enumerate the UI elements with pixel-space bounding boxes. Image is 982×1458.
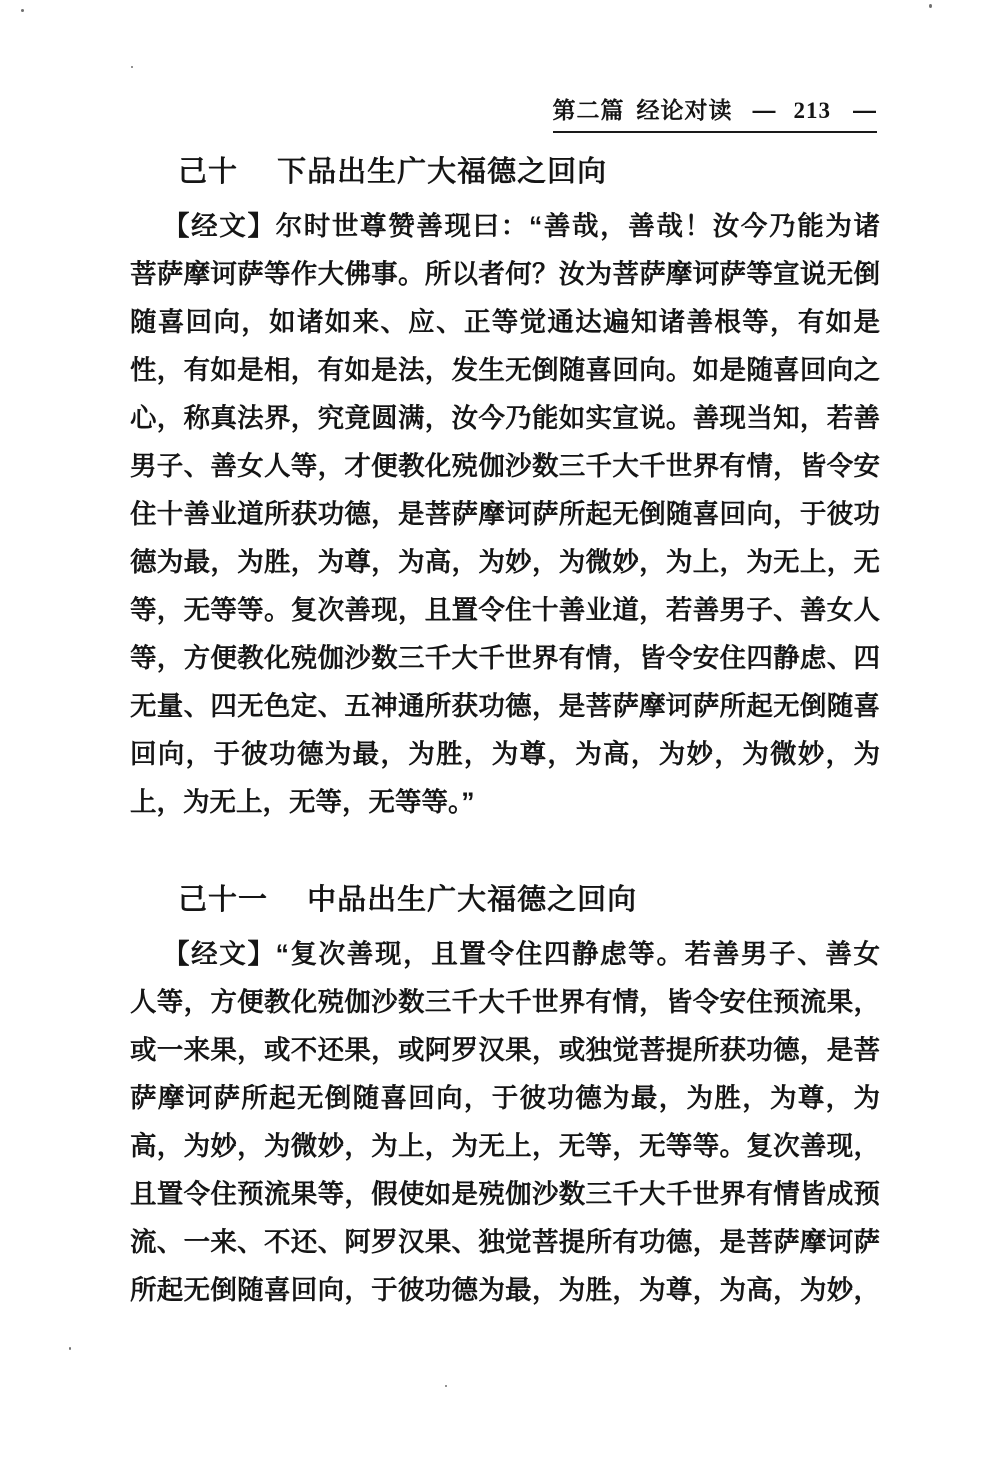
running-head-part: 第二篇 [552, 97, 625, 123]
text-line: 【经文】尔时世尊赞善现曰：“善哉，善哉！汝今乃能为诸 [163, 211, 880, 241]
section-heading-text: 下品出生广大福德之回向 [277, 156, 608, 188]
text-line: 等，无等等。复次善现，且置令住十善业道，若善男子、善女人 [130, 595, 880, 625]
text-line: 或一来果，或不还果，或阿罗汉果，或独觉菩提所获功德，是菩 [130, 1035, 880, 1065]
scan-speck [69, 1347, 71, 1350]
text-line: 随喜回向，如诸如来、应、正等觉通达遍知诸善根等，有如是 [130, 307, 880, 337]
text-line: 上，为无上，无等，无等等。” [130, 787, 475, 817]
scan-speck [131, 66, 133, 68]
section-heading-text: 中品出生广大福德之回向 [307, 884, 638, 916]
text-line: 无量、四无色定、五神通所获功德，是菩萨摩诃萨所起无倒随喜 [130, 691, 880, 721]
text-line: 人等，方便教化殑伽沙数三千大千世界有情，皆令安住预流果， [130, 987, 880, 1017]
text-line: 心，称真法界，究竟圆满，汝今乃能如实宣说。善现当知，若善 [130, 403, 880, 433]
text-line: 高，为妙，为微妙，为上，为无上，无等，无等等。复次善现， [130, 1131, 880, 1161]
text-line: 等，方便教化殑伽沙数三千大千世界有情，皆令安住四静虑、四 [130, 643, 880, 673]
running-head-chapter: 经论对读 [636, 97, 733, 123]
text-line: 流、一来、不还、阿罗汉果、独觉菩提所有功德，是菩萨摩诃萨 [130, 1227, 880, 1257]
scan-speck [929, 4, 932, 8]
page-number-dash-right: — [853, 97, 877, 123]
text-line: 且置令住预流果等，假使如是殑伽沙数三千大千世界有情皆成预 [130, 1179, 880, 1209]
text-line: 萨摩诃萨所起无倒随喜回向，于彼功德为最，为胜，为尊，为 [130, 1083, 880, 1113]
section-title-1 [130, 150, 880, 194]
text-line: 菩萨摩诃萨等作大佛事。所以者何？汝为菩萨摩诃萨等宣说无倒 [130, 259, 880, 289]
text-line: 男子、善女人等，才便教化殑伽沙数三千大千世界有情，皆令安 [130, 451, 880, 481]
page-number-dash-left: — [752, 97, 777, 123]
section-title-2 [130, 878, 880, 922]
text-line: 【经文】“复次善现，且置令住四静虑等。若善男子、善女 [163, 939, 880, 969]
section-number: 己十 [178, 156, 239, 188]
section-number: 己十一 [178, 884, 269, 916]
scan-speck [445, 1385, 447, 1387]
text-line: 性，有如是相，有如是法，发生无倒随喜回向。如是随喜回向之 [130, 355, 880, 385]
page-number: 213 [793, 98, 831, 123]
text-line: 所起无倒随喜回向，于彼功德为最，为胜，为尊，为高，为妙， [130, 1275, 880, 1305]
text-line: 回向，于彼功德为最，为胜，为尊，为高，为妙，为微妙，为 [130, 739, 880, 769]
text-column [130, 150, 880, 1314]
text-line: 德为最，为胜，为尊，为高，为妙，为微妙，为上，为无上，无 [130, 547, 880, 577]
text-line: 住十善业道所获功德，是菩萨摩诃萨所起无倒随喜回向，于彼功 [130, 499, 880, 529]
running-head [553, 92, 878, 133]
scan-speck [21, 9, 24, 12]
